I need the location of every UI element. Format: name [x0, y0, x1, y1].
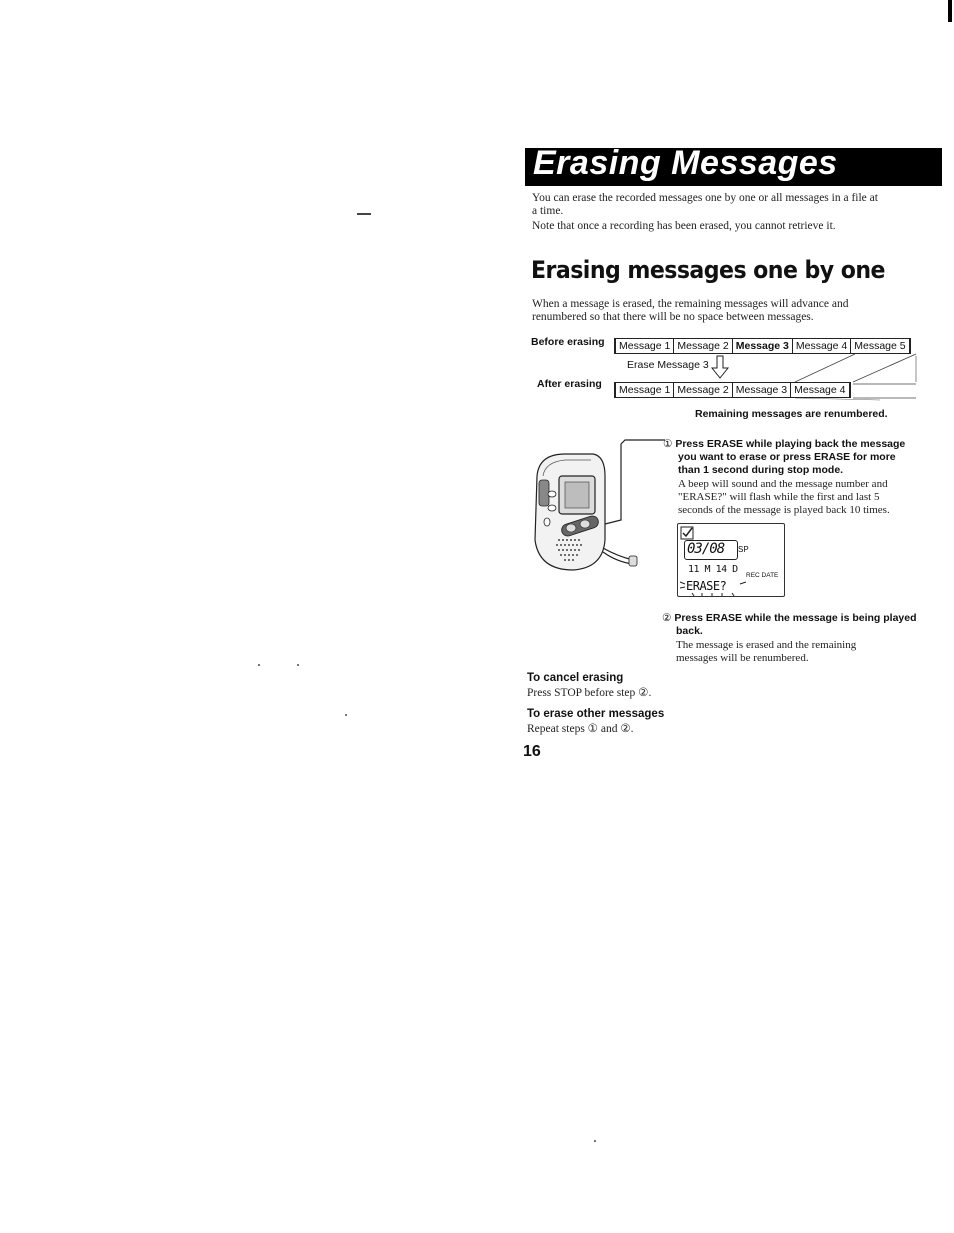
- step-2-body: [676, 639, 856, 665]
- step-1-instruction: [663, 438, 923, 477]
- date-readout: 11 M 14 D: [688, 564, 738, 575]
- step-2-title-line: Press ERASE while the message is being played: [674, 612, 917, 624]
- sp-mode-indicator: SP: [738, 545, 749, 554]
- lcd-display: [677, 523, 785, 597]
- down-arrow-icon: [712, 356, 728, 378]
- renumbered-caption: Remaining messages are renumbered.: [695, 408, 888, 420]
- before-erasing-label: Before erasing: [531, 336, 605, 348]
- intro-line: You can erase the recorded messages one by one or all messages in a file at: [532, 192, 878, 204]
- message-cell: Message 2: [674, 383, 732, 397]
- scan-speck: [594, 1140, 596, 1142]
- ic-recorder-illustration-icon: [525, 436, 675, 576]
- description-line: renumbered so that there will be no space between messages.: [532, 311, 814, 323]
- message-cell: Message 5: [851, 339, 909, 353]
- scan-speck: [258, 664, 260, 666]
- step-1-body: [678, 478, 890, 517]
- message-cell: Message 1: [616, 339, 674, 353]
- cancel-heading: To cancel erasing: [527, 672, 624, 684]
- other-messages-body: Repeat steps ① and ②.: [527, 723, 634, 735]
- scan-speck: [357, 213, 371, 215]
- message-counter: 03/08: [687, 541, 725, 557]
- step-1-number: ①: [663, 438, 673, 450]
- step-1-body-line: A beep will sound and the message number and: [678, 478, 888, 490]
- message-cell: Message 4: [791, 383, 849, 397]
- title-banner: [525, 148, 942, 186]
- counter-frame: [684, 540, 738, 560]
- erase-message-label: Erase Message 3: [627, 359, 709, 371]
- step-2-instruction: [662, 612, 932, 638]
- message-cell: Message 1: [616, 383, 674, 397]
- step-2-body-line: The message is erased and the remaining: [676, 639, 857, 651]
- scan-speck: [345, 714, 347, 716]
- step-1-body-line: seconds of the message is played back 10 times.: [678, 504, 890, 516]
- after-erasing-label: After erasing: [537, 378, 602, 390]
- message-cell: Message 4: [793, 339, 851, 353]
- flash-rays-icon: [678, 576, 748, 596]
- step-1-title-line: you want to erase or press ERASE for more: [678, 451, 896, 463]
- message-cell: Message 2: [674, 339, 732, 353]
- step-2-body-line: messages will be renumbered.: [676, 652, 809, 664]
- page-number: 16: [523, 743, 541, 760]
- step-1-title-line: than 1 second during stop mode.: [678, 464, 844, 476]
- rec-date-indicator: REC DATE: [746, 572, 779, 579]
- checkbox-icon: [680, 526, 694, 540]
- page-title: Erasing Messages: [533, 148, 838, 182]
- intro-text: [532, 192, 932, 233]
- description-line: When a message is erased, the remaining messages will advance and: [532, 298, 849, 310]
- erase-flashing-text: ERASE?: [686, 579, 727, 593]
- section-heading: Erasing messages one by one: [531, 256, 885, 284]
- scan-speck: [297, 664, 299, 666]
- step-2-number: ②: [662, 612, 672, 624]
- message-cell-erased: Message 3: [733, 339, 793, 353]
- cancel-body: Press STOP before step ②.: [527, 687, 652, 699]
- step-1-title-line: Press ERASE while playing back the message: [675, 438, 906, 450]
- step-2-title-line: back.: [676, 625, 703, 637]
- intro-line: a time.: [532, 205, 564, 217]
- section-description: [532, 298, 932, 324]
- message-cell: Message 3: [733, 383, 791, 397]
- page-edge-mark: [948, 0, 952, 22]
- other-messages-heading: To erase other messages: [527, 708, 665, 720]
- intro-line: Note that once a recording has been erased, you cannot retrieve it.: [532, 220, 836, 232]
- step-1-body-line: "ERASE?" will flash while the first and last 5: [678, 491, 880, 503]
- after-erasing-row: [614, 382, 851, 398]
